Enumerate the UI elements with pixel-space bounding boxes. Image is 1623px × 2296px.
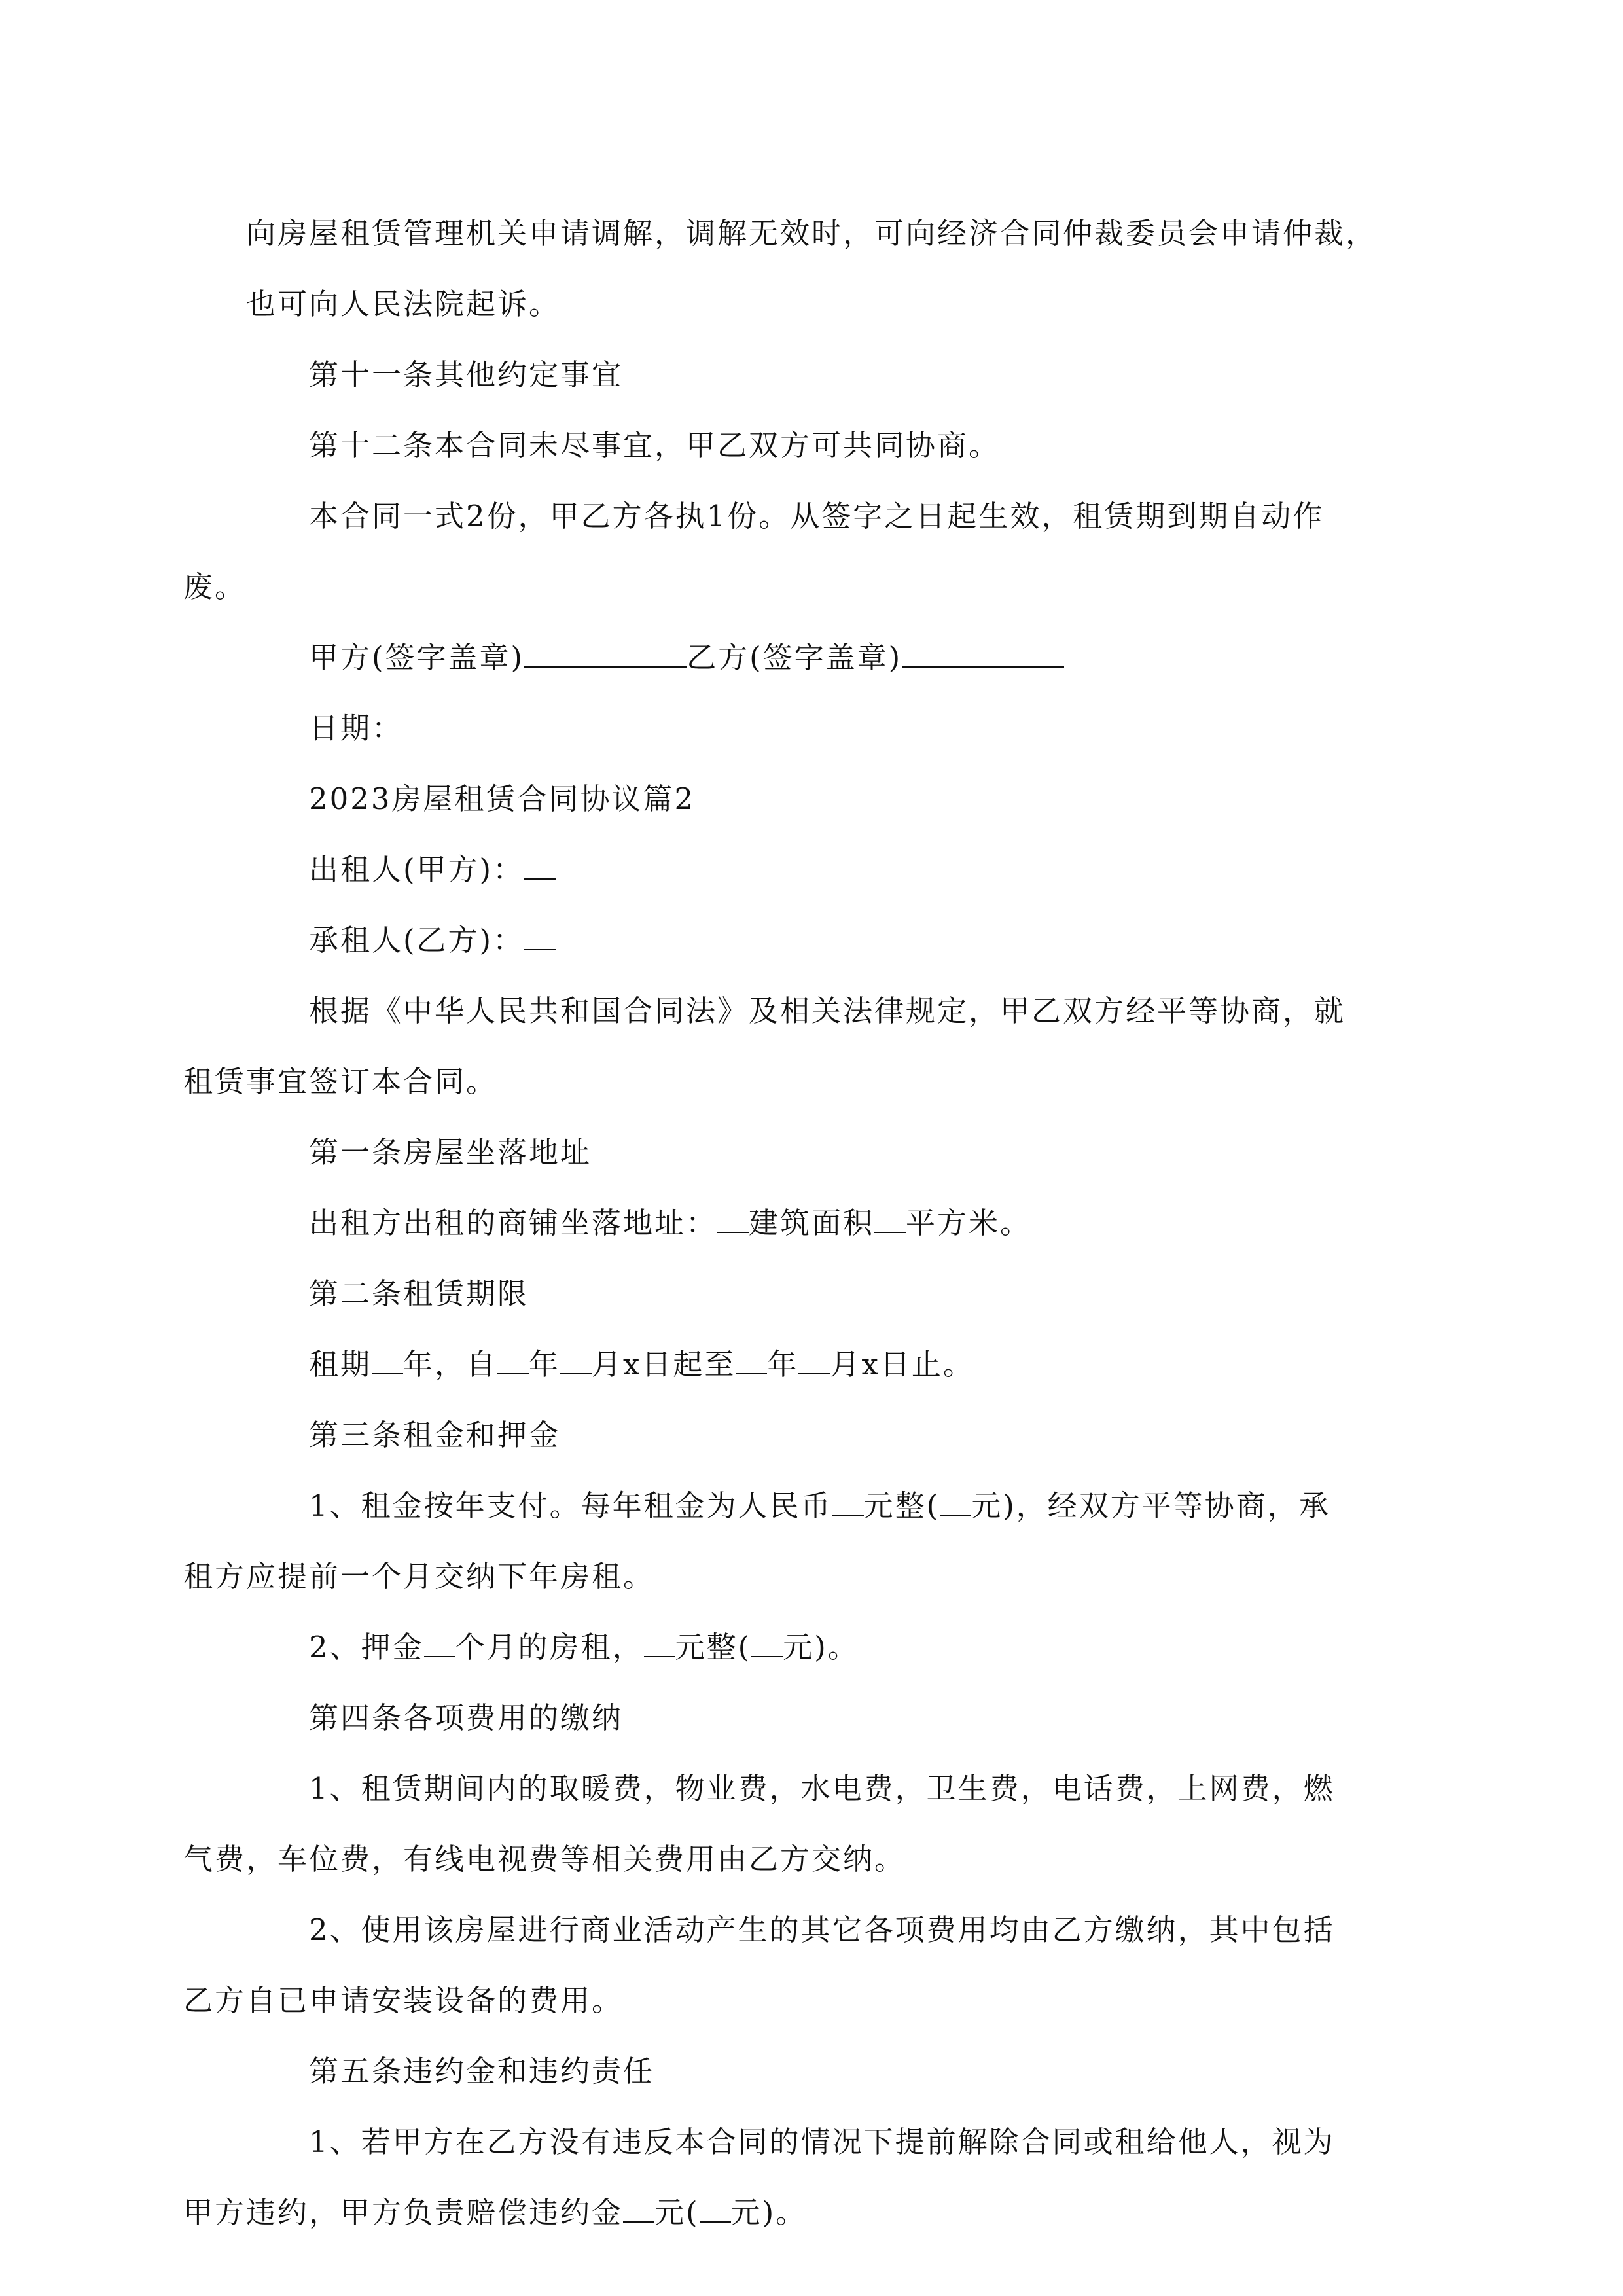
text-fragment: 元)。 xyxy=(783,1630,859,1664)
article-3-heading: 第三条租金和押金 xyxy=(309,1418,561,1452)
text-fragment: 租期 xyxy=(309,1347,372,1382)
text-fragment: 年 xyxy=(529,1347,561,1382)
penalty-amount-words-blank xyxy=(700,2198,731,2223)
party-b-signature-blank xyxy=(902,643,1064,668)
article-11-heading: 第十一条其他约定事宜 xyxy=(309,357,624,392)
text-fragment: 2、押金 xyxy=(309,1630,424,1664)
date-label: 日期： xyxy=(309,711,404,745)
text-fragment: 元整( xyxy=(863,1488,940,1523)
paragraph-rent xyxy=(183,1471,1385,1612)
party-b-signature-label: 乙方(签字盖章) xyxy=(687,640,902,675)
deposit-amount-blank xyxy=(644,1632,675,1657)
text-fragment: 甲方违约，甲方负责赔偿违约金 xyxy=(183,2195,624,2230)
text-fragment: 元)。 xyxy=(730,2195,808,2230)
text-line: 气费，车位费，有线电视费等相关费用由乙方交纳。 xyxy=(183,1842,906,1876)
article-4-heading: 第四条各项费用的缴纳 xyxy=(309,1700,624,1735)
rent-amount-blank xyxy=(832,1491,864,1516)
section-title: 2023房屋租赁合同协议篇2 xyxy=(309,781,696,816)
paragraph-address xyxy=(246,1188,1385,1259)
lessee-blank xyxy=(524,925,556,950)
text-line: 1、若甲方在乙方没有违反本合同的情况下提前解除合同或租给他人，视为 xyxy=(309,2125,1335,2159)
text-line: 乙方自已申请安装设备的费用。 xyxy=(183,1983,624,2018)
text-fragment: 建筑面积 xyxy=(749,1206,875,1240)
end-month-blank xyxy=(798,1350,830,1374)
party-a-signature-blank xyxy=(524,643,687,668)
text-fragment: 出租方出租的商铺坐落地址： xyxy=(309,1206,718,1240)
text-fragment: 平方米。 xyxy=(906,1206,1032,1240)
deposit-months-blank xyxy=(424,1632,455,1657)
term-years-blank xyxy=(372,1350,403,1374)
document-body xyxy=(183,198,1385,2248)
text-line: 租赁事宜签订本合同。 xyxy=(183,1064,498,1099)
paragraph-fees-2 xyxy=(183,1895,1385,2036)
text-line: 2、使用该房屋进行商业活动产生的其它各项费用均由乙方缴纳，其中包括 xyxy=(309,1912,1335,1947)
paragraph-deposit xyxy=(246,1612,1385,1683)
paragraph-basis xyxy=(183,976,1385,1117)
rent-amount-words-blank xyxy=(940,1491,971,1516)
lessor-blank xyxy=(524,855,556,880)
deposit-amount-words-blank xyxy=(751,1632,783,1657)
text-fragment: 元)，经双方平等协商，承 xyxy=(971,1488,1330,1523)
text-fragment: 年，自 xyxy=(403,1347,498,1382)
paragraph-mediation xyxy=(246,198,1385,340)
text-fragment: 元( xyxy=(654,2195,700,2230)
lessor-line xyxy=(246,834,1385,905)
lessee-label: 承租人(乙方)： xyxy=(309,923,525,958)
penalty-amount-blank xyxy=(623,2198,654,2223)
start-year-blank xyxy=(497,1350,529,1374)
text-fragment: 月x日起至 xyxy=(592,1347,736,1382)
text-line: 也可向人民法院起诉。 xyxy=(246,287,561,321)
paragraph-fees-1 xyxy=(183,1753,1385,1895)
text-line: 根据《中华人民共和国合同法》及相关法律规定，甲乙双方经平等协商，就 xyxy=(309,994,1346,1028)
start-month-blank xyxy=(560,1350,592,1374)
end-year-blank xyxy=(736,1350,767,1374)
text-fragment: 1、租金按年支付。每年租金为人民币 xyxy=(309,1488,832,1523)
area-blank xyxy=(874,1208,906,1233)
lessee-line xyxy=(246,905,1385,976)
text-line: 本合同一式2份，甲乙方各执1份。从签字之日起生效，租赁期到期自动作 xyxy=(309,499,1325,533)
paragraph-breach xyxy=(183,2107,1385,2248)
text-line: 租方应提前一个月交纳下年房租。 xyxy=(183,1559,655,1594)
article-2-heading: 第二条租赁期限 xyxy=(309,1276,529,1311)
text-line: 1、租赁期间内的取暖费，物业费，水电费，卫生费，电话费，上网费，燃 xyxy=(309,1771,1335,1806)
paragraph-term xyxy=(246,1329,1385,1400)
text-line: 废。 xyxy=(183,569,247,604)
text-fragment: 个月的房租， xyxy=(455,1630,644,1664)
signature-line xyxy=(246,622,1385,693)
text-line: 向房屋租赁管理机关申请调解，调解无效时，可向经济合同仲裁委员会申请仲裁， xyxy=(246,216,1378,251)
party-a-signature-label: 甲方(签字盖章) xyxy=(309,640,525,675)
text-fragment: 元整( xyxy=(675,1630,752,1664)
article-12-heading: 第十二条本合同未尽事宜，甲乙双方可共同协商。 xyxy=(309,428,1001,463)
lessor-label: 出租人(甲方)： xyxy=(309,852,525,887)
address-blank xyxy=(717,1208,749,1233)
text-fragment: 月x日止。 xyxy=(830,1347,974,1382)
paragraph-copies xyxy=(183,481,1385,622)
article-1-heading: 第一条房屋坐落地址 xyxy=(309,1135,592,1170)
text-fragment: 年 xyxy=(767,1347,799,1382)
article-5-heading: 第五条违约金和违约责任 xyxy=(309,2054,655,2089)
